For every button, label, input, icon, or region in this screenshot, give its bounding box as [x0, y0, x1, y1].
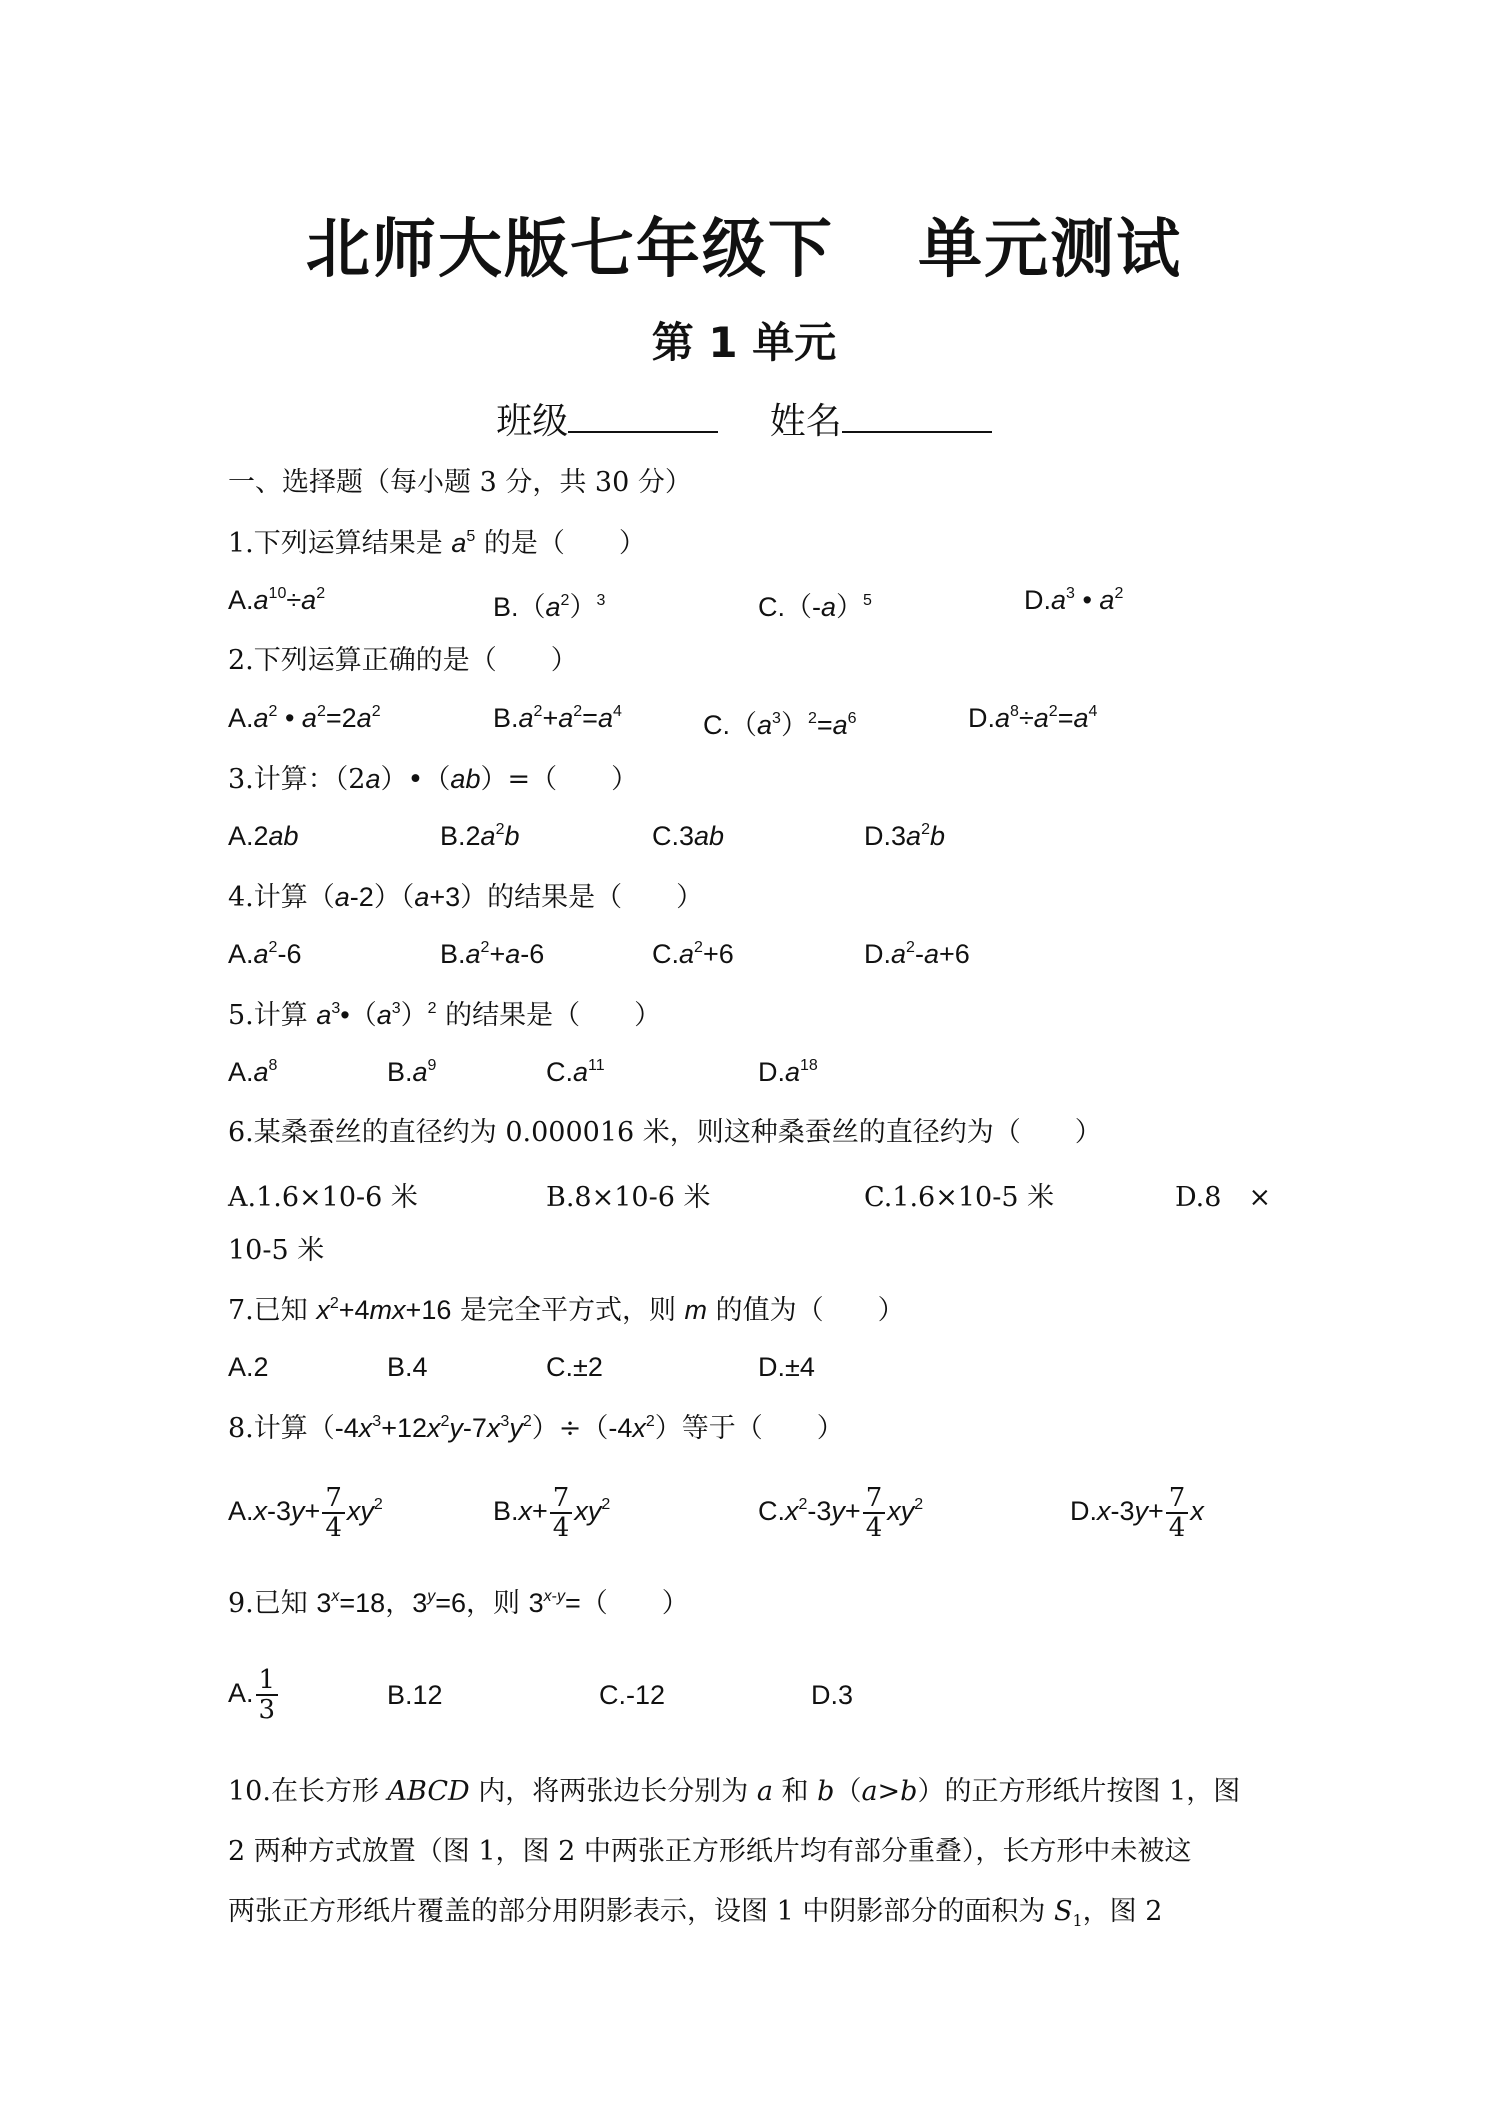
option-5b[interactable]: $B.a^9$	[387, 1057, 437, 1087]
question-9-stem: 9.已知 $3^x=18$，$3^y=6$，则 $3^{x-y}=$（ ）	[228, 1588, 689, 1619]
option-4c[interactable]: $C.a^2+6$	[652, 939, 734, 969]
option-1c[interactable]: $C.(-a)^5$	[758, 592, 872, 622]
question-8-options	[228, 1478, 1278, 1550]
question-5-stem: 5.计算 $a^3•(a^3)^2$ 的结果是（ ）	[228, 1000, 662, 1031]
option-8d[interactable]: D.x-3y+ $\frac{7}{4}$ x	[1070, 1483, 1204, 1543]
question-10-line-3: 两张正方形纸片覆盖的部分用阴影表示，设图 1 中阴影部分的面积为 $S_1$，图 2	[228, 1896, 1163, 1930]
option-7a[interactable]: A.2	[228, 1352, 269, 1382]
option-1b[interactable]: $B.(a^2)^3$	[493, 592, 606, 622]
question-2-options	[228, 703, 1278, 743]
option-9c[interactable]: C.-12	[599, 1680, 666, 1710]
name-blank[interactable]	[842, 401, 992, 433]
name-label: 姓名	[769, 401, 842, 442]
page-title: 北师大版七年级下 单元测试	[305, 213, 1183, 287]
question-1-stem: 1.下列运算结果是 $a^5$ 的是（ ）	[228, 528, 646, 559]
fraction: $\frac{7}{4}$	[863, 1484, 886, 1542]
option-6d-wrap: 10-5 米	[228, 1235, 325, 1266]
option-2c[interactable]: $C.(a^3)^2=a^6$	[703, 710, 857, 740]
question-6-stem: 6.某桑蚕丝的直径约为 0.000016 米，则这种桑蚕丝的直径约为（ ）	[228, 1117, 1102, 1148]
option-3b[interactable]: $B.2a^2b$	[440, 821, 520, 851]
question-9-options	[228, 1660, 1278, 1732]
option-5a[interactable]: $A.a^8$	[228, 1057, 278, 1087]
option-8a[interactable]: A.x-3y+ $\frac{7}{4}$ $xy^2$	[228, 1483, 383, 1543]
question-3-options	[228, 821, 1278, 861]
option-5d[interactable]: $D.a^{18}$	[758, 1057, 818, 1087]
option-8b[interactable]: B.x+ $\frac{7}{4}$ $xy^2$	[493, 1483, 611, 1543]
question-6-options	[228, 1175, 1278, 1215]
option-3a[interactable]: A.2ab	[228, 821, 299, 851]
option-2a[interactable]: $A.a^2$ • $a^2=2a^2$	[228, 703, 381, 733]
question-5-options	[228, 1057, 1278, 1097]
option-2b[interactable]: $B.a^2+a^2=a^4$	[493, 703, 622, 733]
option-1d[interactable]: $D.a^3$ • $a^2$	[1024, 585, 1124, 615]
option-7d[interactable]: D.±4	[758, 1352, 815, 1382]
option-8c[interactable]: $C.x^2-3y+$ $\frac{7}{4}$ $xy^2$	[758, 1483, 924, 1543]
question-10-line-2: 2 两种方式放置（图 1，图 2 中两张正方形纸片均有部分重叠），长方形中未被这	[228, 1836, 1192, 1867]
question-10-stem	[228, 1762, 1278, 1942]
fraction: $\frac{7}{4}$	[550, 1484, 573, 1542]
option-4b[interactable]: $B.a^2+a-6$	[440, 939, 545, 969]
question-2-stem: 2.下列运算正确的是（ ）	[228, 645, 578, 676]
option-6a[interactable]: A.1.6×10-6 米	[228, 1182, 418, 1213]
option-9b[interactable]: B.12	[387, 1680, 443, 1710]
option-7c[interactable]: C.±2	[546, 1352, 603, 1382]
option-7b[interactable]: B.4	[387, 1352, 428, 1382]
fraction: $\frac{7}{4}$	[1166, 1484, 1189, 1542]
fraction: $\frac{1}{3}$	[256, 1666, 279, 1724]
option-9d[interactable]: D.3	[811, 1680, 854, 1710]
option-4a[interactable]: $A.a^2-6$	[228, 939, 302, 969]
option-6b[interactable]: B.8×10-6 米	[546, 1182, 711, 1213]
question-10-line-1: 10.在长方形 ABCD 内，将两张边长分别为 a 和 b（a>b）的正方形纸片按图 1，图	[228, 1776, 1241, 1807]
fraction: $\frac{7}{4}$	[322, 1484, 345, 1542]
section-heading: 一、选择题（每小题 3 分，共 30 分）	[228, 467, 692, 498]
option-9a[interactable]: A. $\frac{1}{3}$	[228, 1666, 280, 1724]
question-4-options	[228, 939, 1278, 979]
question-8-stem: 8.计算$(-4x^3+12x^2y-7x^3y^2)\div(-4x^2)$等于（ ）	[228, 1413, 844, 1444]
option-3d[interactable]: $D.3a^2b$	[864, 821, 945, 851]
question-7-options	[228, 1352, 1278, 1392]
option-1a[interactable]: $A.a^{10}\div a^2$	[228, 585, 326, 615]
option-4d[interactable]: $D.a^2-a+6$	[864, 939, 970, 969]
student-info-line	[0, 393, 1488, 444]
option-3c[interactable]: C.3ab	[652, 821, 725, 851]
class-label: 班级	[496, 401, 569, 442]
question-3-stem: 3.计算：（2a）•（ab）=（ ）	[228, 764, 639, 795]
question-7-stem: 7.已知 $x^2+4mx+16$ 是完全平方式，则 m 的值为（ ）	[228, 1295, 905, 1326]
class-blank[interactable]	[568, 401, 718, 433]
question-1-options	[228, 585, 1278, 625]
option-6d[interactable]: D.8 ×	[1175, 1182, 1272, 1213]
unit-subtitle: 第 1 单元	[651, 318, 837, 367]
option-2d[interactable]: $D.a^8\div a^2=a^4$	[968, 703, 1098, 733]
question-4-stem: 4.计算（a-2）（a+3）的结果是（ ）	[228, 882, 704, 913]
option-5c[interactable]: $C.a^{11}$	[546, 1057, 605, 1087]
option-6c[interactable]: C.1.6×10-5 米	[864, 1182, 1055, 1213]
